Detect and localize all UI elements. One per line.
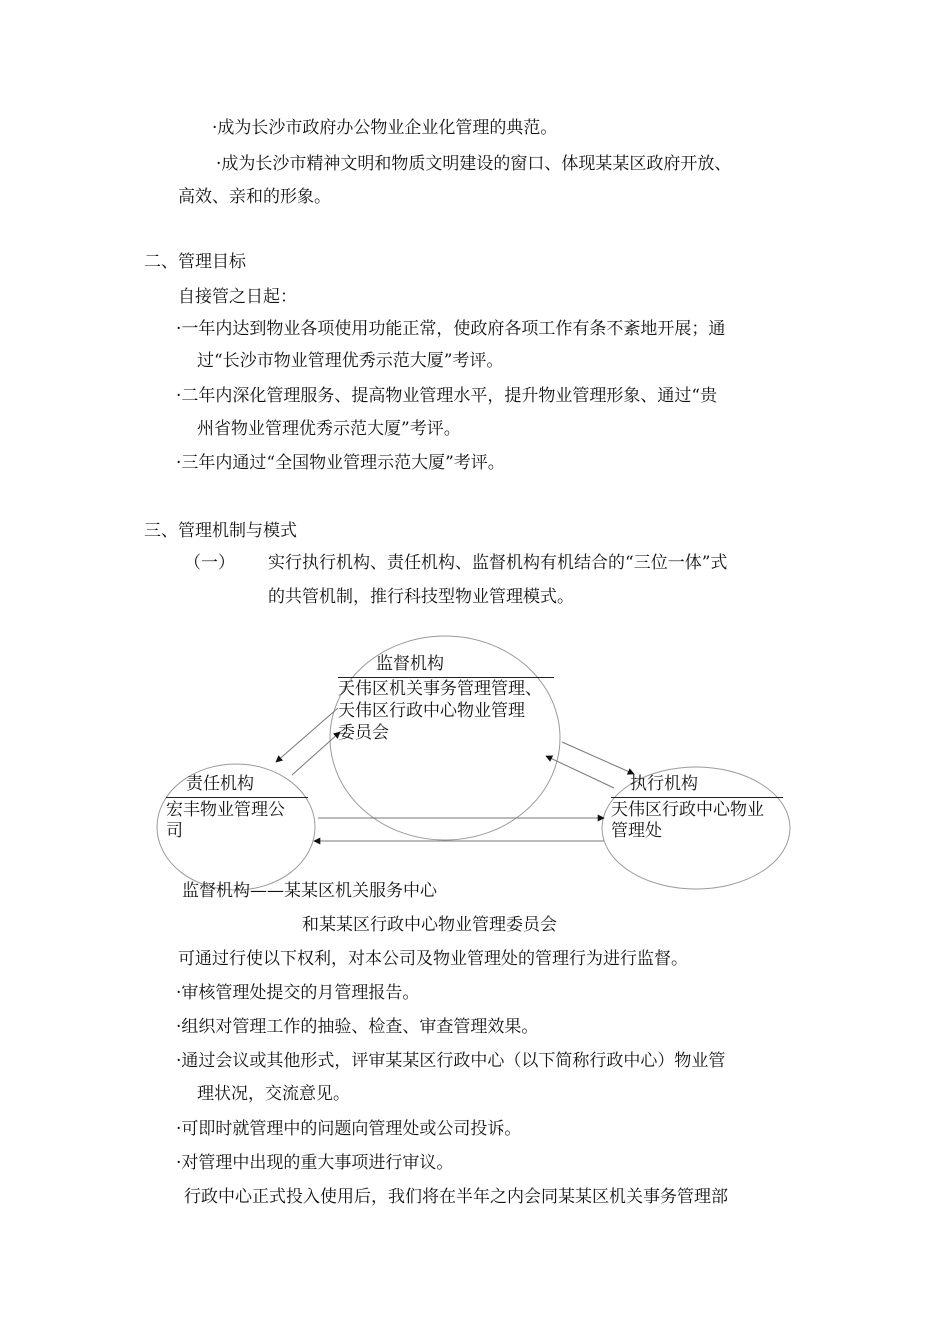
arrow-responsible-to-supervise [292,732,340,775]
goal-year1-line2: 过“长沙市物业管理优秀示范大厦”考评。 [197,351,504,371]
supervise-divider [338,677,554,678]
supervise-line1: 天伟区机关事务管理管理、 [338,679,542,699]
supervise-description-line2: 和某某区行政中心物业管理委员会 [302,915,557,935]
supervise-line3: 委员会 [338,723,389,743]
execute-line2: 管理处 [611,821,662,841]
goals-intro: 自接管之日起： [178,287,297,307]
bullet-model-paragraph: ·成为长沙市政府办公物业企业化管理的典范。 [212,118,558,138]
execute-divider [611,797,783,798]
subsection-number: （一） [184,553,235,573]
goal-year3: ·三年内通过“全国物业管理示范大厦”考评。 [176,453,505,473]
bullet-window-paragraph-line2: 高效、亲和的形象。 [178,187,331,207]
execute-title: 执行机构 [630,774,698,794]
goal-year2-line2: 州省物业管理优秀示范大厦”考评。 [197,419,461,439]
subsection-text-line1: 实行执行机构、责任机构、监督机构有机结合的“三位一体”式 [268,553,728,573]
responsible-line2: 司 [166,821,183,841]
responsible-line1: 宏丰物业管理公 [166,800,285,820]
supervise-rights-intro: 可通过行使以下权利，对本公司及物业管理处的管理行为进行监督。 [178,949,688,969]
section-heading-management-goals: 二、管理目标 [144,252,246,272]
right-evaluation-line1: ·通过会议或其他形式，评审某某区行政中心（以下简称行政中心）物业管 [176,1051,726,1071]
execute-line1: 天伟区行政中心物业 [611,800,764,820]
arrow-supervise-to-execute [562,742,634,774]
supervise-line2: 天伟区行政中心物业管理 [338,701,525,721]
goal-year2-line1: ·二年内深化管理服务、提高物业管理水平，提升物业管理形象、通过“贵 [176,386,718,406]
supervise-title: 监督机构 [376,654,444,674]
responsible-title: 责任机构 [186,774,254,794]
arrow-supervise-to-responsible [276,708,338,762]
right-review-report: ·审核管理处提交的月管理报告。 [176,983,420,1003]
subsection-text-line2: 的共管机制，推行科技型物业管理模式。 [268,587,574,607]
bullet-window-paragraph-line1: ·成为长沙市精神文明和物质文明建设的窗口、体现某某区政府开放、 [216,154,732,174]
goal-year1-line1: ·一年内达到物业各项使用功能正常，使政府各项工作有条不紊地开展；通 [176,319,726,339]
right-deliberation: ·对管理中出现的重大事项进行审议。 [176,1153,454,1173]
closing-paragraph: 行政中心正式投入使用后，我们将在半年之内会同某某区机关事务管理部 [184,1187,728,1207]
right-complaint: ·可即时就管理中的问题向管理处或公司投诉。 [176,1119,522,1139]
right-inspection: ·组织对管理工作的抽验、检查、审查管理效果。 [176,1017,539,1037]
supervise-description-line1: 监督机构——某某区机关服务中心 [182,881,437,901]
section-heading-mechanism: 三、管理机制与模式 [144,521,297,541]
responsible-divider [166,797,308,798]
right-evaluation-line2: 理状况，交流意见。 [197,1084,350,1104]
